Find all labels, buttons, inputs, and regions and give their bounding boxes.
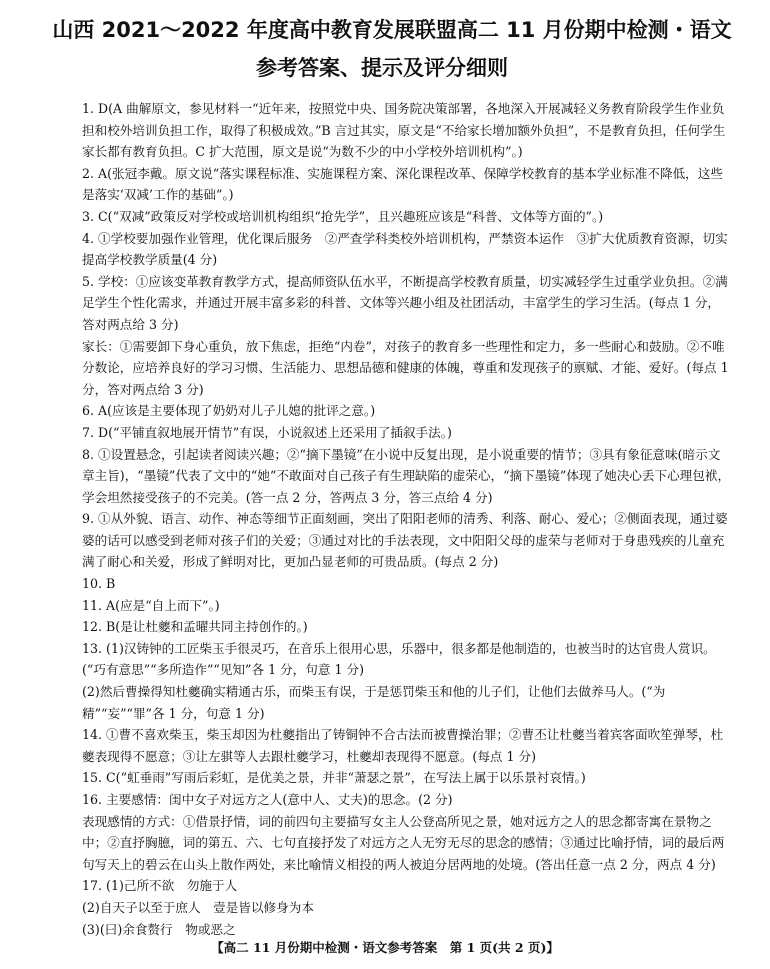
answer-item-13 xyxy=(82,638,732,724)
answer-text: 表现感情的方式：①借景抒情，词的前四句主要描写女主人公登高所见之景，她对远方之人的思念都寄寓在景物之中；②直抒胸臆，词的第五、六、七句直接抒发了对远方之人无穷无尽的思念的感情；③通过比喻抒情，词的最后两句写天上的碧云在山头上散作两处，来比喻情义相投的两人被迫分居两地的处境。(答出任意一点 2 分，两点 4 分) xyxy=(82,813,725,872)
answer-item-14 xyxy=(82,724,732,767)
answer-item-9 xyxy=(82,508,732,573)
page-footer: 【高二 11 月份期中检测・语文参考答案 第 1 页(共 2 页)】 xyxy=(211,940,559,955)
answer-item-16 xyxy=(82,789,732,875)
answer-item-8 xyxy=(82,444,732,509)
answer-text: 17. (1)己所不欲 勿施于人 xyxy=(82,878,238,894)
answer-item-11 xyxy=(82,595,732,617)
answer-item-5 xyxy=(82,271,732,401)
answer-item-10 xyxy=(82,573,732,595)
answer-text: 9. ①从外貌、语言、动作、神态等细节正面刻画，突出了阳阳老师的清秀、利落、耐心、爱心；②侧面表现，通过婆婆的话可以感受到老师对孩子们的关爱；③通过对比的手法表现，文中阳阳父母的虚荣与老师对于身患残疾的儿童充满了耐心和关爱，形成了鲜明对比，更加凸显老师的可贵品质。(每点 2 分) xyxy=(82,511,728,570)
answer-text: (2)自天子以至于庶人 壹是皆以修身为本 xyxy=(82,899,314,915)
answer-item-2 xyxy=(82,163,732,206)
answer-item-7 xyxy=(82,422,732,444)
answer-text: 1. D(A 曲解原文，参见材料一“近年来，按照党中央、国务院决策部署，各地深入开展减轻义务教育阶段学生作业负担和校外培训负担工作，取得了积极成效。”B 言过其实，原文是“不给家长增加额外负担”，不是教育负担，任何学生家长都有教育负担。C 扩大范围，原文是说“为数不少的中小学校外培训机构”。) xyxy=(82,101,726,160)
answer-text: 7. D(“平铺直叙地展开情节”有误，小说叙述上还采用了插叙手法。) xyxy=(82,424,452,440)
answer-text: 3. C(“双减”政策反对学校或培训机构组织“抢先学”，且兴趣班应该是“科普、文体等方面的”。) xyxy=(82,208,604,224)
answer-item-1 xyxy=(82,98,732,163)
document-subtitle: 参考答案、提示及评分细则 xyxy=(256,56,508,80)
answer-text: 10. B xyxy=(82,576,116,592)
answer-text: 12. B(是让杜夔和孟曜共同主持创作的。) xyxy=(82,619,308,635)
answer-item-15 xyxy=(82,767,732,789)
document-title: 山西 2021～2022 年度高中教育发展联盟高二 11 月份期中检测・语文 xyxy=(52,18,732,42)
answer-text: 2. A(张冠李戴。原文说“落实课程标准、实施课程方案、深化课程改革、保障学校教育的基本学业标准不降低，这些是落实‘双减’工作的基础”。) xyxy=(82,165,723,203)
answer-text: 4. ①学校要加强作业管理，优化课后服务 ②严查学科类校外培训机构，严禁资本运作 ③扩大优质教育资源，切实提高学校教学质量(4 分) xyxy=(82,230,728,268)
answer-list xyxy=(82,98,732,940)
answer-text: (3)(曰)余食赘行 物或恶之 xyxy=(82,921,236,937)
answer-item-3 xyxy=(82,206,732,228)
answer-text: (2)然后曹操得知杜夔确实精通古乐，而柴玉有误，于是惩罚柴玉和他的儿子们，让他们去做养马人。(“为精”“妄”“罪”各 1 分，句意 1 分) xyxy=(82,684,666,721)
answer-text: 5. 学校：①应该变革教育教学方式，提高师资队伍水平，不断提高学校教育质量，切实减轻学生过重学业负担。②满足学生个性化需求，并通过开展丰富多彩的科普、文体等兴趣小组及社团活动，丰富学生的学习生活。(每点 1 分，答对两点给 3 分) xyxy=(82,273,728,332)
answer-item-17 xyxy=(82,875,732,940)
answer-text: 6. A(应该是主要体现了奶奶对儿子儿媳的批评之意。) xyxy=(82,403,376,419)
answer-text: 15. C(“虹垂雨”写雨后彩虹，是优美之景，并非“萧瑟之景”，在写法上属于以乐景衬哀情。) xyxy=(82,770,586,786)
answer-text: 13. (1)汉铸钟的工匠柴玉手很灵巧，在音乐上很用心思，乐器中，很多都是他制造的，也被当时的达官贵人赏识。(“巧有意思”“多所造作”“见知”各 1 分，句意 1 分) xyxy=(82,640,716,678)
answer-text: 16. 主要感情：闺中女子对远方之人(意中人、丈夫)的思念。(2 分) xyxy=(82,792,453,807)
answer-item-4 xyxy=(82,228,732,271)
answer-text: 14. ①曹不喜欢柴玉，柴玉却因为杜夔指出了铸铜钟不合古法而被曹操治罪；②曹丕让杜夔当着宾客面吹笙弹琴，杜夔表现得不愿意；③让左骐等人去跟杜夔学习，杜夔却表现得不愿意。(每点 1 分) xyxy=(82,727,724,764)
answer-item-6 xyxy=(82,400,732,422)
answer-text: 11. A(应是“自上而下”。) xyxy=(82,597,220,613)
answer-text: 8. ①设置悬念，引起读者阅读兴趣；②“摘下墨镜”在小说中反复出现，是小说重要的情节；③具有象征意味(暗示文章主旨)，“墨镜”代表了文中的“她”不敢面对自己孩子有生理缺陷的虚荣心，“摘下墨镜”体现了她决心丢下心理包袱，学会坦然接受孩子的不完美。(答一点 2 分，答两点 3 分，答三点给 4 分) xyxy=(82,446,731,505)
answer-text: 家长：①需要卸下身心重负，放下焦虑，拒绝“内卷”，对孩子的教育多一些理性和定力，多一些耐心和鼓励。②不唯分数论，应培养良好的学习习惯、生活能力、思想品德和健康的体魄，尊重和发现孩子的禀赋、才能、爱好。(每点 1 分，答对两点给 3 分) xyxy=(82,338,729,397)
answer-item-12 xyxy=(82,616,732,638)
